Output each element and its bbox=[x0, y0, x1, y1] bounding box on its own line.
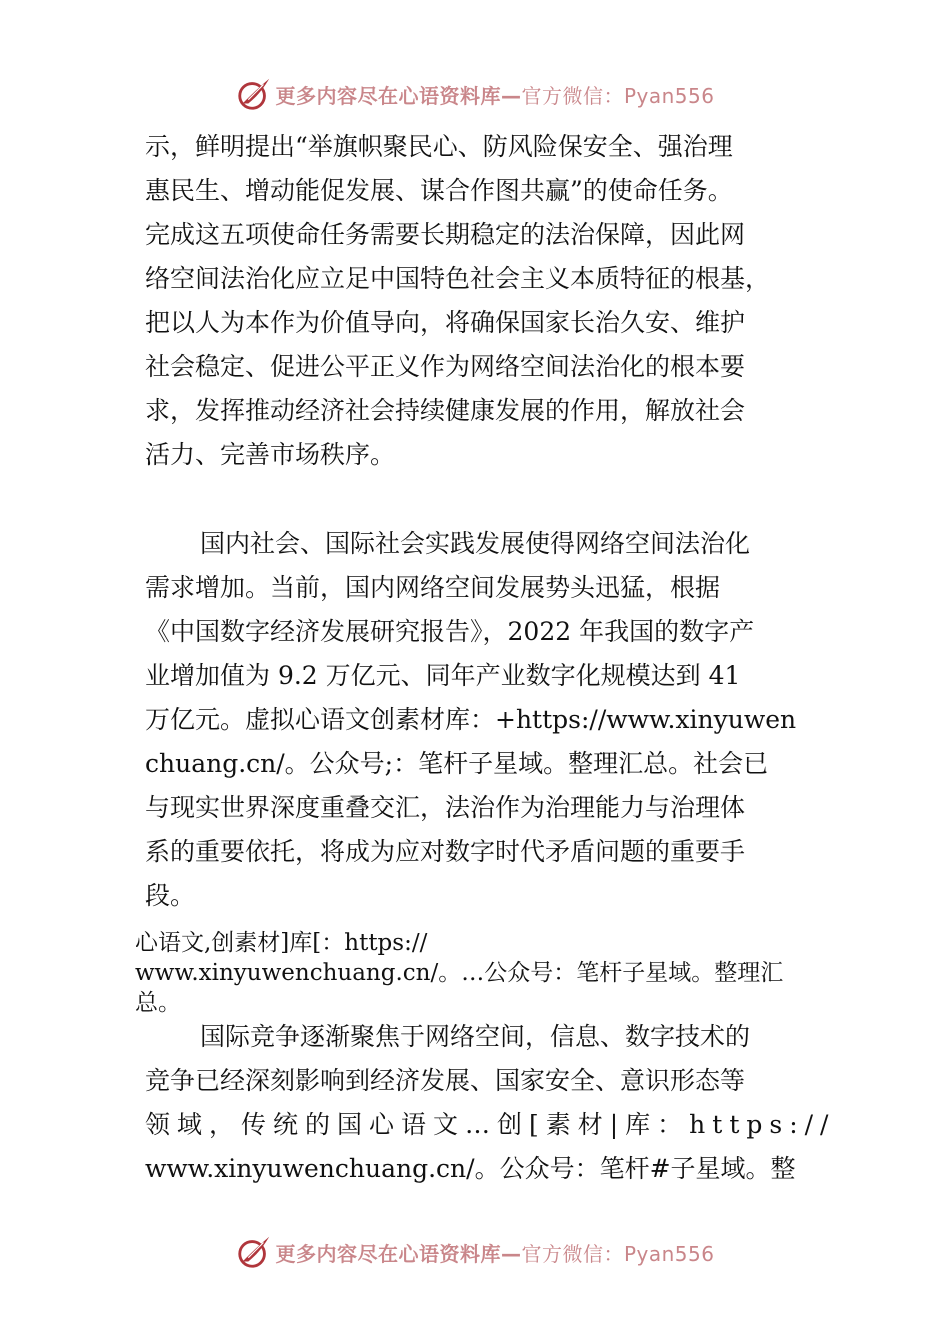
text-line: www.xinyuwenchuang.cn/。…公众号：笔杆子星域。整理汇 bbox=[135, 960, 784, 986]
text-line: 惠民生、增动能促发展、谋合作图共赢”的使命任务。 bbox=[145, 176, 733, 205]
text-line: 社会稳定、促进公平正义作为网络空间法治化的根本要 bbox=[145, 352, 746, 381]
footer-banner bbox=[0, 1230, 950, 1274]
text-line: 活力、完善市场秩序。 bbox=[145, 440, 396, 469]
text-line: 把以人为本作为价值导向，将确保国家长治久安、维护 bbox=[145, 308, 746, 337]
text-line: 段。 bbox=[145, 881, 196, 910]
header-wechat-id: 官方微信：Pyan556 bbox=[521, 83, 715, 108]
text-line: 系的重要依托，将成为应对数字时代矛盾问题的重要手 bbox=[145, 837, 746, 866]
text-line: 总。 bbox=[135, 990, 181, 1016]
paragraph-4 bbox=[145, 1015, 836, 1191]
text-line: 竞争已经深刻影响到经济发展、国家安全、意识形态等 bbox=[145, 1066, 746, 1095]
text-line: 示，鲜明提出“举旗帜聚民心、防风险保安全、强治理 bbox=[145, 132, 733, 161]
paragraph-3-insert bbox=[135, 928, 855, 1018]
text-line: chuang.cn/。公众号;：笔杆子星域。整理汇总。社会已 bbox=[145, 749, 769, 778]
text-line: 求，发挥推动经济社会持续健康发展的作用，解放社会 bbox=[145, 396, 746, 425]
text-line: 国际竞争逐渐聚焦于网络空间，信息、数字技术的 bbox=[200, 1022, 751, 1051]
text-line: 领域，传统的国心语文…创[素材|库：https:// bbox=[145, 1110, 836, 1139]
text-line: www.xinyuwenchuang.cn/。公众号：笔杆#子星域。整 bbox=[145, 1154, 796, 1183]
text-line: 与现实世界深度重叠交汇，法治作为治理能力与治理体 bbox=[145, 793, 746, 822]
text-line: 络空间法治化应立足中国特色社会主义本质特征的根基， bbox=[145, 264, 771, 293]
footer-wechat-id: 官方微信：Pyan556 bbox=[521, 1241, 715, 1266]
paragraph-2 bbox=[145, 522, 810, 918]
footer-banner-text: 更多内容尽在心语资料库—官方微信：Pyan556 bbox=[275, 1241, 715, 1266]
header-banner-text: 更多内容尽在心语资料库—官方微信：Pyan556 bbox=[275, 83, 715, 108]
text-line: 《中国数字经济发展研究报告》，2022 年我国的数字产 bbox=[145, 617, 755, 646]
text-line: 需求增加。当前，国内网络空间发展势头迅猛，根据 bbox=[145, 573, 721, 602]
text-line: 国内社会、国际社会实践发展使得网络空间法治化 bbox=[200, 529, 751, 558]
text-line: 业增加值为 9.2 万亿元、同年产业数字化规模达到 41 bbox=[145, 661, 741, 690]
text-line: 万亿元。虚拟心语文创素材库：+https://www.xinyuwen bbox=[145, 705, 797, 734]
text-line: 心语文,创素材]库[：https:// bbox=[135, 930, 428, 956]
paragraph-1 bbox=[145, 125, 810, 477]
header-banner bbox=[0, 72, 950, 116]
quill-circle-logo-icon bbox=[235, 1233, 273, 1271]
text-line: 完成这五项使命任务需要长期稳定的法治保障，因此网 bbox=[145, 220, 746, 249]
quill-circle-logo-icon bbox=[235, 75, 273, 113]
